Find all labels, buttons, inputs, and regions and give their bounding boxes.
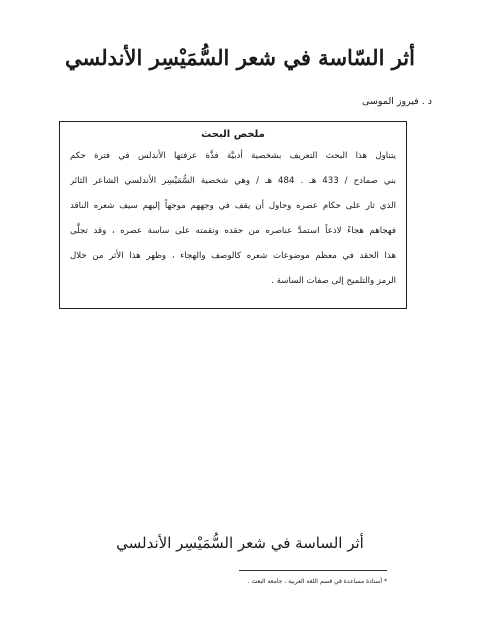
abstract-box bbox=[59, 121, 407, 309]
abstract-line: الذي ثار على حكام عصره وحاول أن يقف في وجههم موجهاً إليهم سيف شعره الناقد bbox=[70, 201, 396, 211]
abstract-line: الرمز والتلميح إلى صفات الساسة . bbox=[271, 276, 396, 286]
abstract-line: يتناول هذا البحث التعريف بشخصية أدبيَّة فذَّة عرفتها الأندلس في فترة حكم bbox=[70, 151, 396, 161]
abstract-line: فهجاهم هجاءً لاذعاً استمدَّ عناصره من حقده ونقمته على ساسة عصره ، وقد تجلَّى bbox=[70, 226, 396, 236]
abstract-line: هذا الحقد في معظم موضوعات شعره كالوصف والهجاء ، وظهر هذا الأثر من خلال bbox=[70, 251, 396, 261]
abstract-line: بني صمادح / 433 هـ . 484 هـ / وهي شخصية السُّمَيْسِر الأندلسي الشاعر الثائر bbox=[70, 176, 396, 186]
abstract-heading: ملخص البحث bbox=[201, 129, 265, 140]
page-title: أثر السّاسة في شعر السُّمَيْسِر الأندلسي bbox=[65, 45, 415, 70]
footnote-divider bbox=[239, 570, 387, 571]
author-name: د . فيروز الموسى bbox=[362, 96, 432, 107]
footnote: * أستاذة مساعدة في قسم اللغة العربية ، جامعة البعث . bbox=[247, 578, 387, 585]
running-title: أثر الساسة في شعر السُّمَيْسِر الأندلسي bbox=[116, 534, 364, 552]
